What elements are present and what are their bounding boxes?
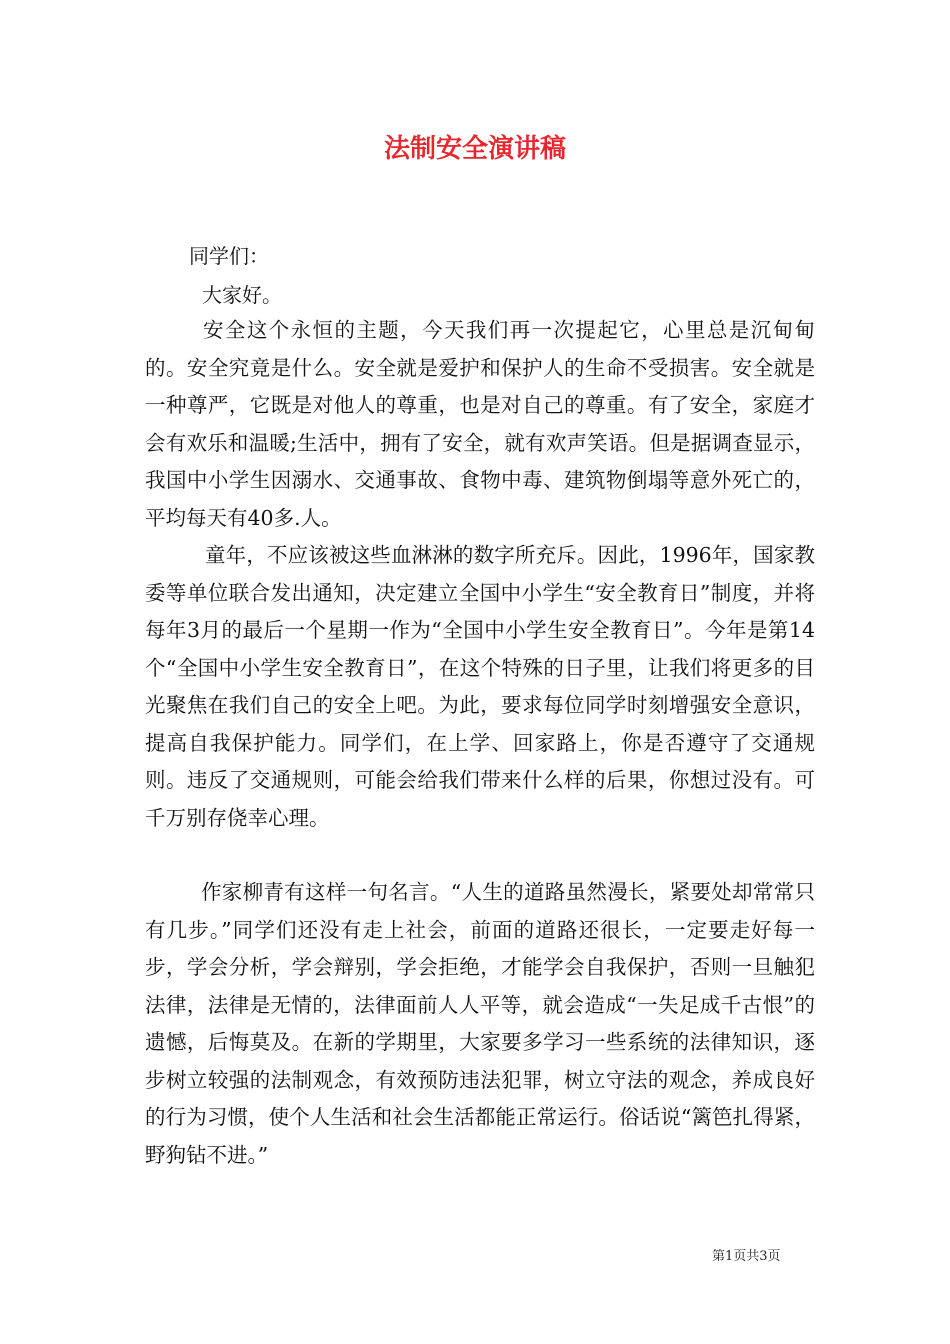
paragraph-1: 安全这个永恒的主题，今天我们再一次提起它，心里总是沉甸甸的。安全究竟是什么。安全就是爱护和保护人的生命不受损害。安全就是一种尊严，它既是对他人的尊重，也是对自己的尊重。有了安全，家庭才会有欢乐和温暖;生活中，拥有了安全，就有欢声笑语。但是据调查显示，我国中小学生因溺水、交通事故、食物中毒、建筑物倒塌等意外死亡的，平均每天有40多.人。: [145, 318, 815, 530]
salutation: 同学们：: [189, 244, 269, 268]
greeting: 大家好。: [202, 283, 282, 307]
page-number-footer: 第1页共3页: [712, 1249, 781, 1264]
paragraph-3: 作家柳青有这样一句名言。“人生的道路虽然漫长，紧要处却常常只有几步。”同学们还没有走上社会，前面的道路还很长，一定要走好每一步，学会分析，学会辩别，学会拒绝，才能学会自我保护，否则一旦触犯法律，法律是无情的，法律面前人人平等，就会造成“一失足成千古恨”的遗憾，后悔莫及。在新的学期里，大家要多学习一些系统的法律知识，逐步树立较强的法制观念，有效预防违法犯罪，树立守法的观念，养成良好的行为习惯，使个人生活和社会生活都能正常运行。俗话说“篱笆扎得紧，野狗钻不进。”: [145, 880, 815, 1167]
document-title: 法制安全演讲稿: [383, 134, 566, 164]
paragraph-2: 童年，不应该被这些血淋淋的数字所充斥。因此，1996年，国家教委等单位联合发出通知，决定建立全国中小学生“安全教育日”制度，并将每年3月的最后一个星期一作为“全国中小学生安全教育日”。今年是第14个“全国中小学生安全教育日”，在这个特殊的日子里，让我们将更多的目光聚焦在我们自己的安全上吧。为此，要求每位同学时刻增强安全意识，提高自我保护能力。同学们，在上学、回家路上，你是否遵守了交通规则。违反了交通规则，可能会给我们带来什么样的后果，你想过没有。可千万别存侥幸心理。: [145, 543, 815, 830]
